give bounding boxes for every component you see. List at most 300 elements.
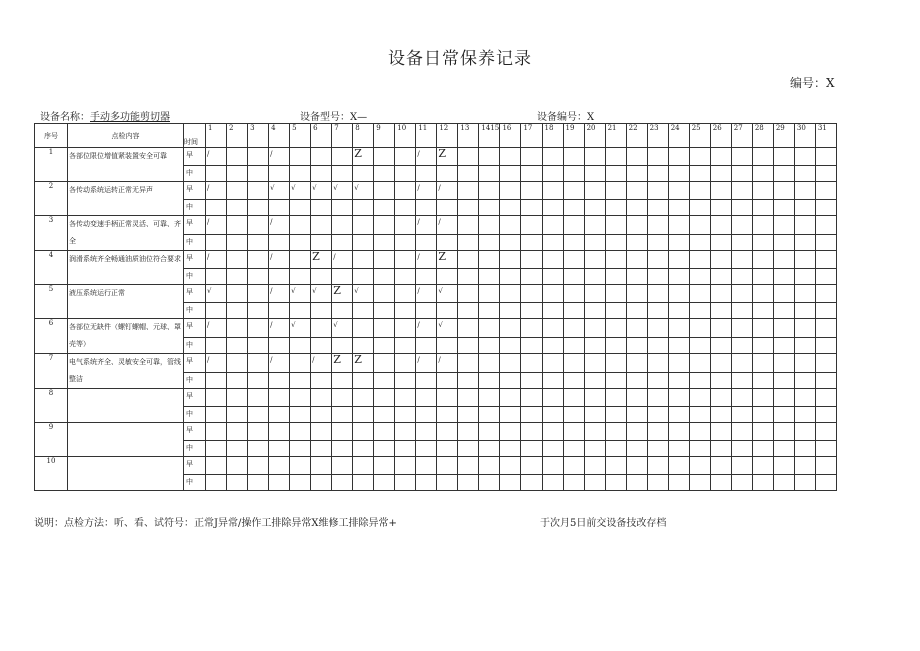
check-cell: / bbox=[416, 285, 437, 303]
day-header: 11 bbox=[416, 124, 437, 148]
check-cell bbox=[563, 337, 584, 353]
check-cell bbox=[479, 441, 500, 457]
check-cell bbox=[227, 475, 248, 491]
check-cell bbox=[563, 372, 584, 388]
check-cell bbox=[206, 457, 227, 475]
check-cell bbox=[563, 182, 584, 200]
check-cell: / bbox=[269, 285, 290, 303]
check-cell bbox=[269, 303, 290, 319]
check-cell: / bbox=[269, 319, 290, 338]
check-cell bbox=[647, 216, 668, 235]
check-cell bbox=[416, 234, 437, 250]
check-cell bbox=[227, 319, 248, 338]
check-cell bbox=[542, 457, 563, 475]
equipment-serial: 设备编号：X bbox=[537, 112, 595, 123]
check-cell bbox=[668, 319, 689, 338]
check-cell bbox=[710, 148, 731, 166]
shift-label: 中 bbox=[184, 234, 206, 250]
check-cell bbox=[500, 389, 521, 407]
check-cell bbox=[773, 372, 794, 388]
check-cell bbox=[563, 407, 584, 423]
check-cell bbox=[437, 234, 458, 250]
row-seq: 4 bbox=[35, 251, 68, 285]
check-cell bbox=[563, 216, 584, 235]
check-cell bbox=[815, 182, 836, 200]
check-cell bbox=[773, 389, 794, 407]
check-cell bbox=[647, 269, 668, 285]
check-cell: Z bbox=[437, 251, 458, 269]
check-cell: / bbox=[206, 251, 227, 269]
day-header: 7 bbox=[332, 124, 353, 148]
day-header: 29 bbox=[773, 124, 794, 148]
check-cell bbox=[710, 441, 731, 457]
day-header: 9 bbox=[374, 124, 395, 148]
check-cell bbox=[605, 441, 626, 457]
check-cell bbox=[437, 337, 458, 353]
check-cell bbox=[416, 269, 437, 285]
check-cell bbox=[794, 216, 815, 235]
row-content: 液压系统运行正常 bbox=[68, 285, 184, 319]
check-cell bbox=[815, 269, 836, 285]
check-cell bbox=[332, 457, 353, 475]
check-cell: √ bbox=[311, 182, 332, 200]
check-cell bbox=[521, 337, 542, 353]
day-header: 1415 bbox=[479, 124, 500, 148]
day-header: 1 bbox=[206, 124, 227, 148]
check-cell bbox=[248, 303, 269, 319]
check-cell bbox=[773, 354, 794, 373]
check-cell bbox=[605, 475, 626, 491]
check-cell bbox=[416, 407, 437, 423]
check-cell bbox=[794, 354, 815, 373]
check-cell bbox=[689, 423, 710, 441]
check-cell: √ bbox=[332, 182, 353, 200]
check-cell bbox=[248, 285, 269, 303]
check-cell bbox=[647, 251, 668, 269]
check-cell bbox=[395, 182, 416, 200]
check-cell: Z bbox=[332, 354, 353, 373]
check-cell bbox=[500, 457, 521, 475]
check-cell bbox=[731, 303, 752, 319]
day-header: 24 bbox=[668, 124, 689, 148]
check-cell bbox=[563, 166, 584, 182]
check-cell bbox=[290, 200, 311, 216]
check-cell bbox=[710, 354, 731, 373]
check-cell bbox=[479, 354, 500, 373]
check-cell bbox=[479, 166, 500, 182]
check-cell bbox=[500, 319, 521, 338]
check-cell bbox=[437, 389, 458, 407]
check-cell bbox=[815, 354, 836, 373]
check-cell bbox=[731, 216, 752, 235]
check-cell bbox=[668, 234, 689, 250]
check-cell bbox=[731, 319, 752, 338]
check-cell bbox=[500, 234, 521, 250]
check-cell bbox=[353, 407, 374, 423]
check-cell bbox=[500, 251, 521, 269]
check-cell bbox=[479, 475, 500, 491]
check-cell bbox=[626, 354, 647, 373]
check-cell bbox=[311, 475, 332, 491]
check-cell: √ bbox=[206, 285, 227, 303]
row-seq: 8 bbox=[35, 389, 68, 423]
check-cell bbox=[458, 423, 479, 441]
check-cell bbox=[710, 200, 731, 216]
check-cell bbox=[227, 423, 248, 441]
check-cell bbox=[269, 423, 290, 441]
check-cell bbox=[521, 441, 542, 457]
check-cell: / bbox=[437, 216, 458, 235]
check-cell bbox=[311, 441, 332, 457]
check-cell bbox=[374, 234, 395, 250]
check-cell bbox=[584, 372, 605, 388]
check-cell bbox=[668, 148, 689, 166]
check-cell: √ bbox=[332, 319, 353, 338]
check-cell bbox=[626, 423, 647, 441]
check-cell bbox=[311, 389, 332, 407]
check-cell bbox=[227, 269, 248, 285]
check-cell bbox=[248, 148, 269, 166]
row-seq: 2 bbox=[35, 182, 68, 216]
check-cell bbox=[815, 319, 836, 338]
check-cell bbox=[479, 457, 500, 475]
check-cell bbox=[269, 441, 290, 457]
check-cell bbox=[290, 475, 311, 491]
check-cell bbox=[689, 182, 710, 200]
check-cell bbox=[752, 182, 773, 200]
check-cell bbox=[395, 166, 416, 182]
check-cell bbox=[206, 166, 227, 182]
day-header: 23 bbox=[647, 124, 668, 148]
check-cell: √ bbox=[437, 319, 458, 338]
check-cell bbox=[668, 216, 689, 235]
check-cell bbox=[731, 234, 752, 250]
check-cell bbox=[479, 234, 500, 250]
check-cell bbox=[479, 389, 500, 407]
check-cell bbox=[479, 182, 500, 200]
check-cell bbox=[584, 423, 605, 441]
check-cell bbox=[521, 216, 542, 235]
check-cell bbox=[479, 251, 500, 269]
check-cell bbox=[521, 251, 542, 269]
check-cell bbox=[311, 148, 332, 166]
check-cell bbox=[395, 354, 416, 373]
check-cell bbox=[416, 389, 437, 407]
footer-archive-note: 于次月5日前交设备技改存档 bbox=[540, 518, 667, 529]
day-header: 12 bbox=[437, 124, 458, 148]
check-cell bbox=[626, 234, 647, 250]
row-seq: 6 bbox=[35, 319, 68, 354]
check-cell bbox=[668, 372, 689, 388]
check-cell bbox=[731, 423, 752, 441]
check-cell bbox=[290, 166, 311, 182]
check-cell bbox=[500, 166, 521, 182]
shift-label: 中 bbox=[184, 303, 206, 319]
check-cell: Z bbox=[353, 354, 374, 373]
check-cell bbox=[668, 354, 689, 373]
check-cell bbox=[815, 216, 836, 235]
check-cell bbox=[437, 269, 458, 285]
check-cell: / bbox=[416, 216, 437, 235]
check-cell bbox=[227, 200, 248, 216]
check-cell bbox=[731, 285, 752, 303]
check-cell bbox=[584, 269, 605, 285]
check-cell bbox=[689, 216, 710, 235]
day-header: 31 bbox=[815, 124, 836, 148]
check-cell bbox=[689, 148, 710, 166]
check-cell bbox=[542, 407, 563, 423]
check-cell bbox=[416, 303, 437, 319]
check-cell bbox=[311, 457, 332, 475]
check-cell bbox=[626, 251, 647, 269]
check-cell bbox=[584, 182, 605, 200]
header-item: 点检内容 bbox=[68, 124, 184, 148]
check-cell bbox=[647, 200, 668, 216]
check-cell bbox=[542, 182, 563, 200]
check-cell bbox=[248, 423, 269, 441]
day-header: 13 bbox=[458, 124, 479, 148]
shift-label: 中 bbox=[184, 200, 206, 216]
check-cell bbox=[374, 319, 395, 338]
check-cell bbox=[563, 148, 584, 166]
check-cell bbox=[773, 148, 794, 166]
check-cell bbox=[248, 319, 269, 338]
header-time: 时间 bbox=[184, 124, 206, 148]
check-cell bbox=[311, 269, 332, 285]
check-cell bbox=[563, 423, 584, 441]
check-cell: / bbox=[332, 251, 353, 269]
check-cell bbox=[542, 148, 563, 166]
check-cell bbox=[332, 423, 353, 441]
check-cell bbox=[773, 269, 794, 285]
check-cell bbox=[668, 269, 689, 285]
check-cell bbox=[668, 423, 689, 441]
check-cell bbox=[248, 457, 269, 475]
row-content bbox=[68, 457, 184, 491]
check-cell bbox=[626, 457, 647, 475]
check-cell bbox=[269, 337, 290, 353]
check-cell bbox=[773, 285, 794, 303]
check-cell bbox=[794, 475, 815, 491]
equipment-name bbox=[40, 108, 170, 123]
check-cell bbox=[731, 337, 752, 353]
shift-label: 中 bbox=[184, 269, 206, 285]
check-cell bbox=[584, 148, 605, 166]
check-cell bbox=[395, 441, 416, 457]
check-cell bbox=[626, 269, 647, 285]
check-cell bbox=[437, 475, 458, 491]
check-cell bbox=[563, 475, 584, 491]
check-cell bbox=[794, 303, 815, 319]
check-cell bbox=[815, 200, 836, 216]
row-seq: 5 bbox=[35, 285, 68, 319]
check-cell bbox=[542, 303, 563, 319]
check-cell bbox=[752, 423, 773, 441]
check-cell bbox=[374, 216, 395, 235]
check-cell bbox=[458, 389, 479, 407]
check-cell bbox=[290, 457, 311, 475]
table-row bbox=[35, 285, 837, 303]
check-cell: / bbox=[206, 354, 227, 373]
check-cell bbox=[731, 441, 752, 457]
check-cell: / bbox=[416, 319, 437, 338]
check-cell bbox=[563, 389, 584, 407]
check-cell bbox=[479, 337, 500, 353]
check-cell bbox=[752, 269, 773, 285]
check-cell bbox=[626, 407, 647, 423]
check-cell bbox=[542, 269, 563, 285]
check-cell bbox=[647, 457, 668, 475]
check-cell bbox=[374, 407, 395, 423]
table-row bbox=[35, 182, 837, 200]
shift-label: 中 bbox=[184, 166, 206, 182]
check-cell bbox=[689, 354, 710, 373]
check-cell bbox=[500, 441, 521, 457]
day-header: 5 bbox=[290, 124, 311, 148]
check-cell: / bbox=[206, 216, 227, 235]
check-cell bbox=[374, 166, 395, 182]
check-cell bbox=[458, 182, 479, 200]
check-cell bbox=[752, 372, 773, 388]
check-cell bbox=[563, 234, 584, 250]
check-cell bbox=[248, 407, 269, 423]
check-cell bbox=[311, 319, 332, 338]
check-cell bbox=[500, 269, 521, 285]
check-cell bbox=[794, 337, 815, 353]
check-cell bbox=[773, 441, 794, 457]
check-cell bbox=[605, 148, 626, 166]
check-cell bbox=[773, 319, 794, 338]
check-cell bbox=[353, 475, 374, 491]
check-cell bbox=[626, 389, 647, 407]
header-seq: 序号 bbox=[35, 124, 68, 148]
check-cell: √ bbox=[290, 319, 311, 338]
check-cell bbox=[206, 303, 227, 319]
check-cell bbox=[689, 251, 710, 269]
check-cell bbox=[521, 457, 542, 475]
check-cell bbox=[605, 303, 626, 319]
table-row bbox=[35, 251, 837, 269]
check-cell bbox=[542, 216, 563, 235]
check-cell bbox=[290, 441, 311, 457]
check-cell bbox=[374, 285, 395, 303]
check-cell bbox=[416, 423, 437, 441]
check-cell bbox=[479, 200, 500, 216]
check-cell bbox=[584, 389, 605, 407]
check-cell bbox=[416, 372, 437, 388]
check-cell bbox=[500, 148, 521, 166]
shift-label: 早 bbox=[184, 148, 206, 166]
check-cell: Z bbox=[332, 285, 353, 303]
check-cell bbox=[332, 372, 353, 388]
check-cell: / bbox=[269, 251, 290, 269]
check-cell bbox=[227, 354, 248, 373]
shift-label: 早 bbox=[184, 389, 206, 407]
check-cell bbox=[269, 407, 290, 423]
check-cell bbox=[500, 216, 521, 235]
check-cell bbox=[458, 216, 479, 235]
check-cell: / bbox=[416, 251, 437, 269]
check-cell bbox=[227, 216, 248, 235]
row-seq: 10 bbox=[35, 457, 68, 491]
check-cell bbox=[521, 166, 542, 182]
check-cell bbox=[395, 337, 416, 353]
check-cell bbox=[521, 285, 542, 303]
check-cell bbox=[290, 354, 311, 373]
row-seq: 7 bbox=[35, 354, 68, 389]
check-cell bbox=[416, 441, 437, 457]
check-cell bbox=[374, 251, 395, 269]
check-cell bbox=[521, 269, 542, 285]
check-cell bbox=[353, 457, 374, 475]
check-cell bbox=[458, 251, 479, 269]
check-cell bbox=[227, 303, 248, 319]
check-cell bbox=[815, 166, 836, 182]
check-cell bbox=[479, 216, 500, 235]
check-cell bbox=[353, 234, 374, 250]
check-cell bbox=[458, 354, 479, 373]
check-cell bbox=[710, 303, 731, 319]
document-number: 编号：X bbox=[790, 76, 835, 90]
check-cell bbox=[731, 148, 752, 166]
check-cell bbox=[521, 354, 542, 373]
check-cell: √ bbox=[353, 285, 374, 303]
check-cell bbox=[479, 148, 500, 166]
check-cell bbox=[521, 319, 542, 338]
check-cell bbox=[395, 475, 416, 491]
check-cell bbox=[269, 457, 290, 475]
check-cell bbox=[731, 200, 752, 216]
check-cell bbox=[248, 200, 269, 216]
check-cell bbox=[395, 389, 416, 407]
check-cell bbox=[605, 319, 626, 338]
check-cell bbox=[710, 457, 731, 475]
check-cell bbox=[521, 200, 542, 216]
check-cell bbox=[752, 303, 773, 319]
check-cell bbox=[563, 354, 584, 373]
day-header: 16 bbox=[500, 124, 521, 148]
check-cell bbox=[626, 148, 647, 166]
check-cell bbox=[248, 269, 269, 285]
check-cell bbox=[332, 441, 353, 457]
check-cell bbox=[353, 251, 374, 269]
check-cell bbox=[227, 166, 248, 182]
check-cell bbox=[248, 251, 269, 269]
check-cell bbox=[626, 319, 647, 338]
check-cell bbox=[374, 372, 395, 388]
check-cell bbox=[584, 337, 605, 353]
check-cell bbox=[584, 475, 605, 491]
check-cell bbox=[311, 337, 332, 353]
check-cell bbox=[689, 319, 710, 338]
check-cell bbox=[563, 303, 584, 319]
check-cell bbox=[584, 457, 605, 475]
check-cell bbox=[416, 457, 437, 475]
table-row bbox=[35, 216, 837, 235]
table-row bbox=[35, 457, 837, 475]
check-cell bbox=[521, 234, 542, 250]
check-cell bbox=[773, 251, 794, 269]
check-cell bbox=[374, 200, 395, 216]
check-cell bbox=[647, 475, 668, 491]
check-cell: / bbox=[311, 354, 332, 373]
check-cell bbox=[374, 475, 395, 491]
check-cell bbox=[227, 457, 248, 475]
check-cell bbox=[437, 407, 458, 423]
check-cell bbox=[290, 372, 311, 388]
check-cell bbox=[773, 200, 794, 216]
check-cell bbox=[458, 269, 479, 285]
